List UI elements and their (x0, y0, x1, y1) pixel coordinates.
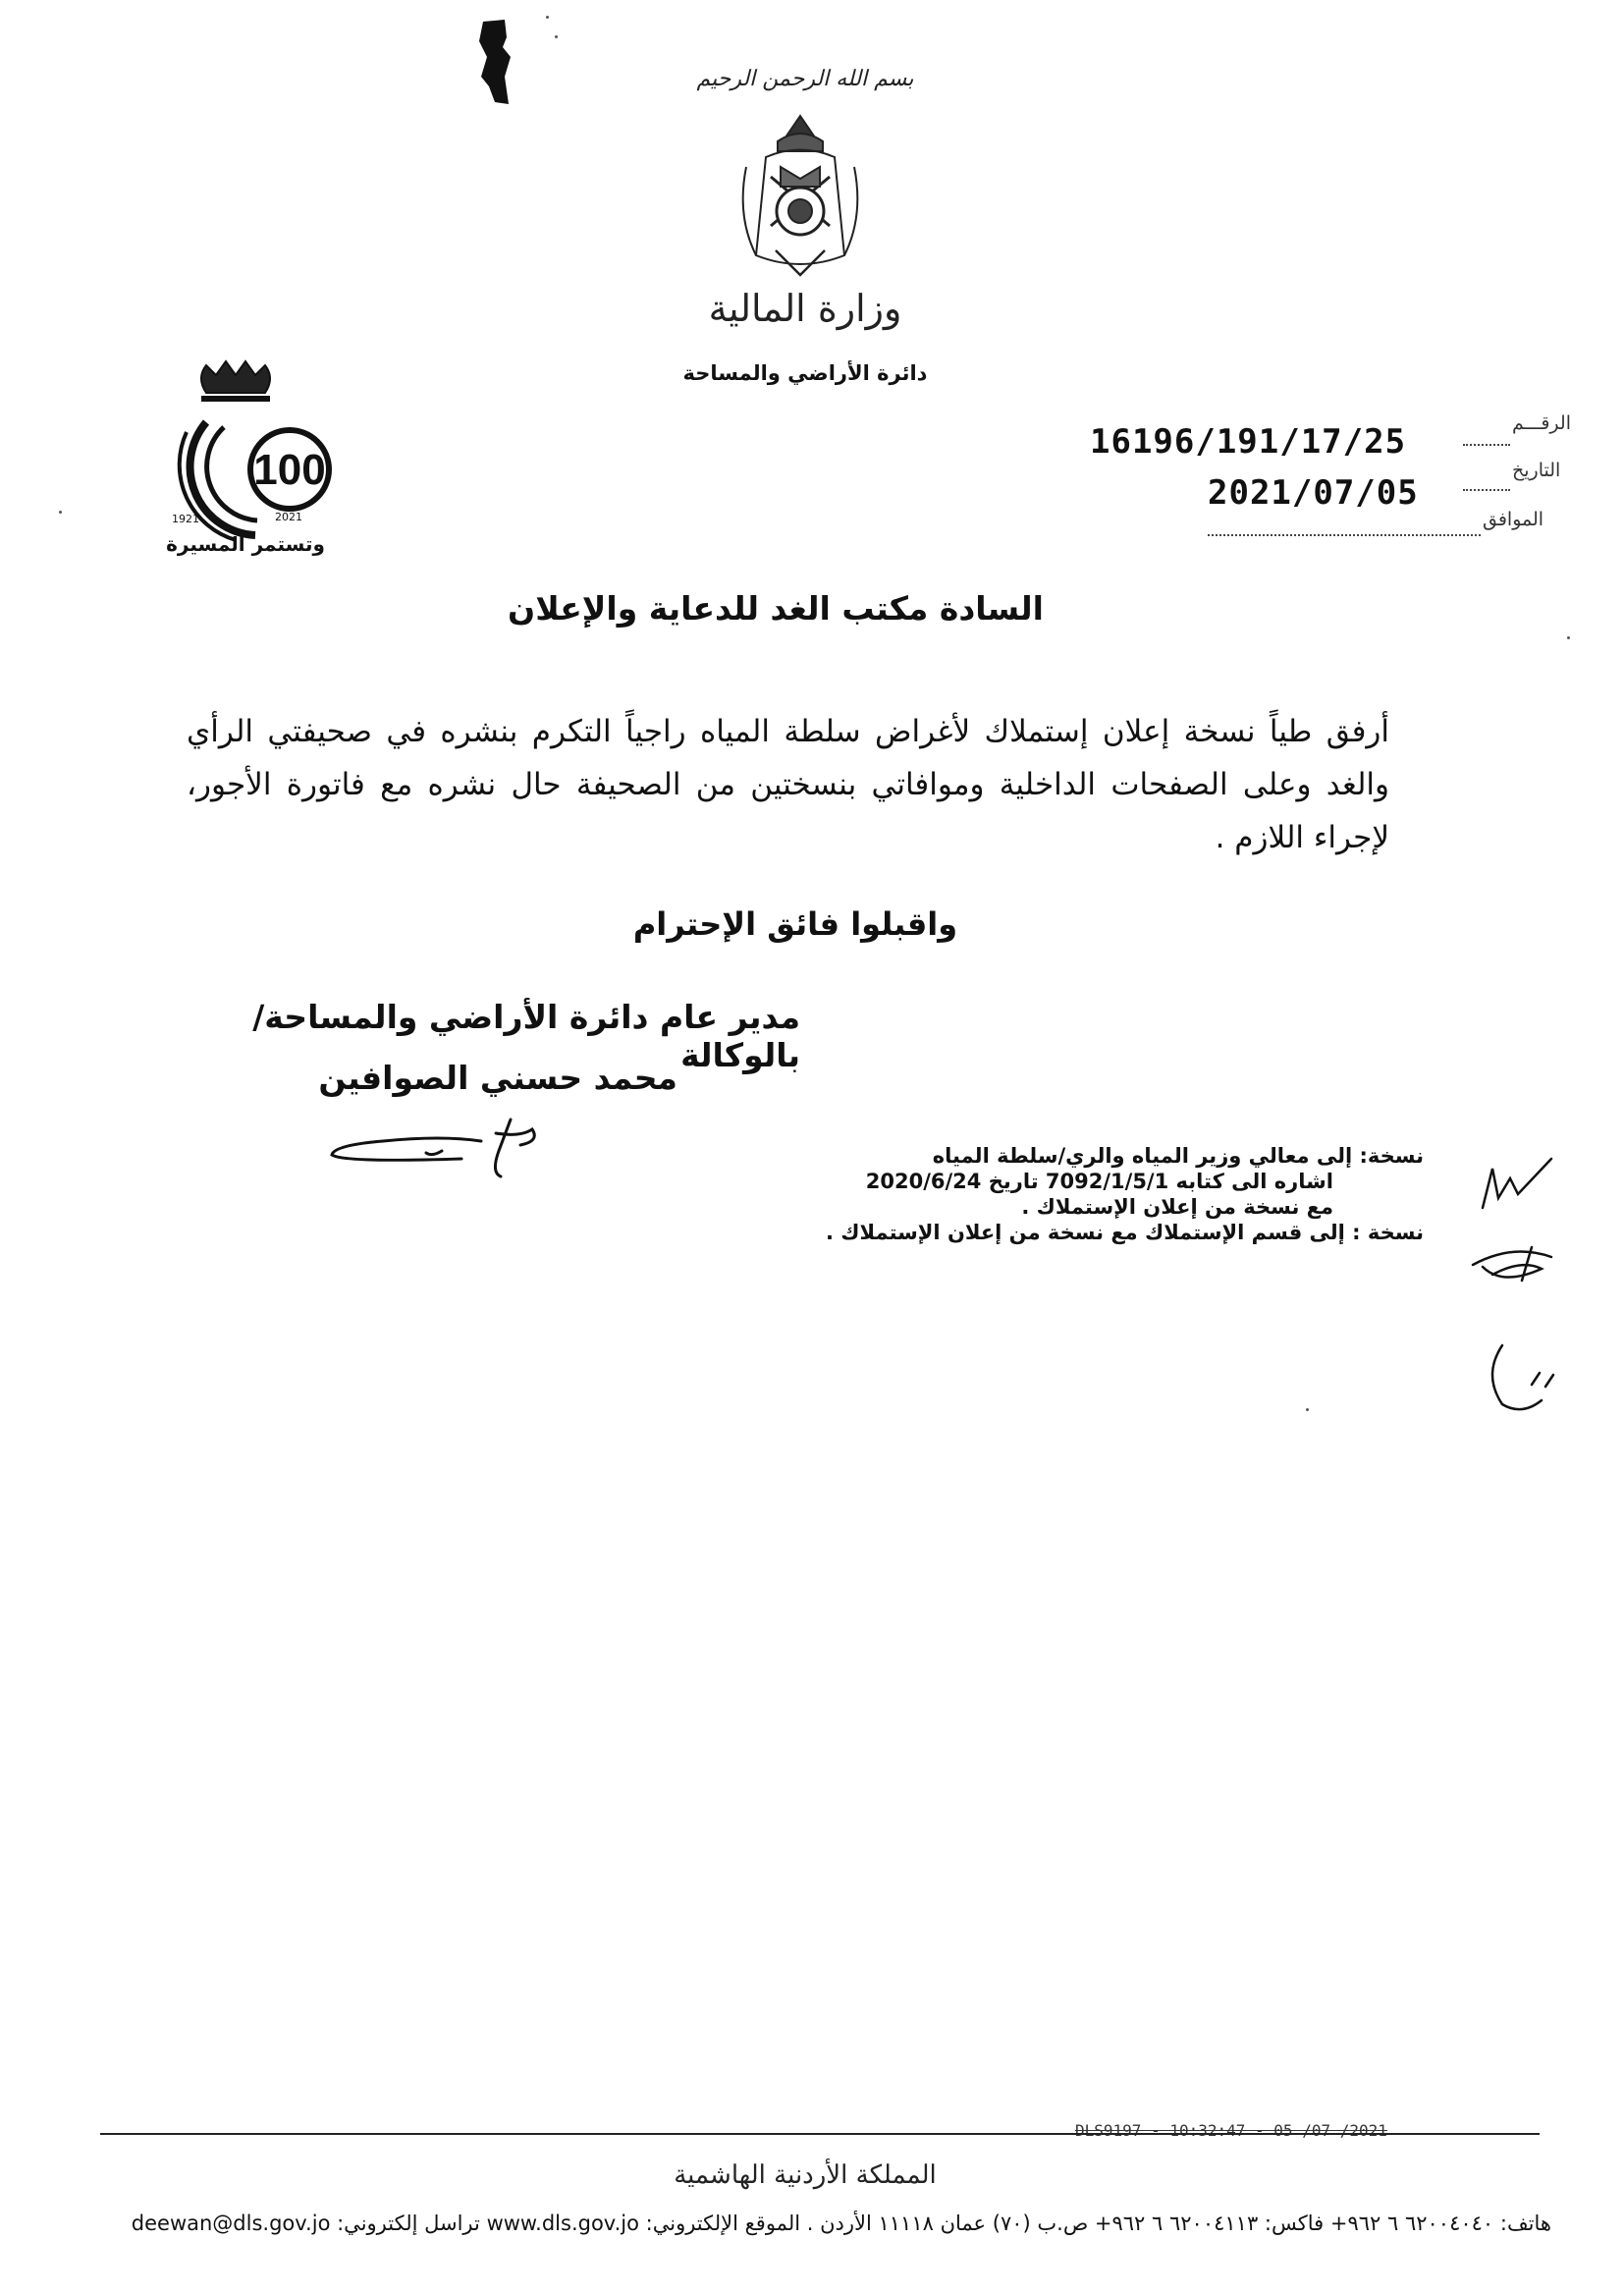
reference-date-label: التاريخ (1512, 460, 1561, 481)
copy-line: مع نسخة من إعلان الإستملاك . (1021, 1195, 1333, 1219)
signer-name: محمد حسني الصوافين (318, 1059, 677, 1097)
centennial-slogan: وتستمر المسيرة (166, 532, 325, 556)
email-link[interactable]: deewan@dls.gov.jo (131, 2212, 331, 2235)
website-link[interactable]: www.dls.gov.jo (486, 2212, 639, 2235)
letter-addressee: السادة مكتب الغد للدعاية والإعلان (508, 589, 1044, 628)
scan-speck (59, 511, 62, 514)
scan-speck (1567, 636, 1570, 639)
reference-number-value: 16196/191/17/25 (1090, 422, 1407, 462)
contact-details: هاتف: ٦٢٠٠٤٠٤٠ ٦ ٩٦٢+ فاكس: ٦٢٠٠٤١١٣ ٦ ٩٦٢+ ص.ب (٧٠) عمان ١١١١٨ الأردن . الموقع الإلكتروني: (645, 2212, 1551, 2235)
footer-divider (100, 2133, 1540, 2135)
scan-speck (1306, 1408, 1309, 1411)
copy-line: نسخة : إلى قسم الإستملاك مع نسخة من إعلان الإستملاك . (826, 1221, 1424, 1244)
handwritten-initials (1463, 1149, 1581, 1444)
dotted-line (1208, 534, 1481, 536)
scan-speck (546, 16, 549, 19)
print-timestamp: DLS9197 - 10:32:47 - 05 /07 /2021 (1075, 2121, 1387, 2140)
letter-body: أرفق طياً نسخة إعلان إستملاك لأغراض سلطة المياه راجياً التكرم بنشره في صحيفتي الرأي والغد وعلى الصفحات الداخلية وموافاتي بنسختين من الصحيفة حال نشره مع فاتورة الأجور، لإجراء اللازم . (187, 714, 1389, 855)
signer-title: مدير عام دائرة الأراضي والمساحة/بالوكالة (252, 998, 800, 1074)
scan-blot (475, 18, 514, 106)
copy-line: اشاره الى كتابه 7092/1/5/1 تاريخ 2020/6/24 (865, 1170, 1333, 1193)
centennial-year-end: 2021 (275, 511, 302, 523)
department-name: دائرة الأراضي والمساحة (682, 361, 928, 385)
basmala-text: بسم الله الرحمن الرحيم (696, 67, 914, 91)
kingdom-name: المملكة الأردنية الهاشمية (674, 2160, 937, 2190)
centennial-year-start: 1921 (172, 513, 199, 525)
copies-section (805, 1143, 1424, 1245)
ministry-name: وزارة المالية (708, 287, 902, 330)
reference-hijri-label: الموافق (1483, 509, 1544, 530)
reference-date-value: 2021/07/05 (1208, 473, 1419, 513)
dotted-line (1463, 489, 1510, 491)
coat-of-arms-emblem (727, 108, 874, 280)
copy-line: نسخة: إلى معالي وزير المياه والري/سلطة المياه (932, 1144, 1424, 1168)
reference-number-label: الرقـــم (1512, 412, 1571, 434)
contact-line (88, 2212, 1551, 2235)
handwritten-signature (324, 1112, 550, 1180)
letter-closing: واقبلوا فائق الإحترام (632, 905, 958, 943)
email-label: تراسل إلكتروني: (337, 2212, 480, 2235)
scan-speck (555, 35, 558, 38)
centennial-number: 100 (253, 446, 326, 494)
dotted-line (1463, 444, 1510, 446)
